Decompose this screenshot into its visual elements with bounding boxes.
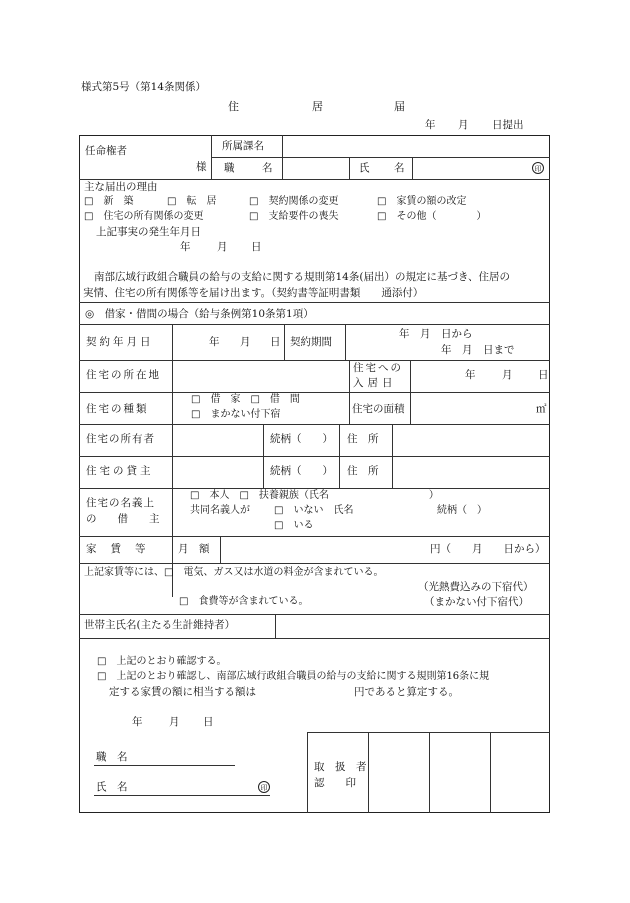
form-title-2: 居 (312, 100, 323, 113)
submit-day: 日提出 (492, 119, 524, 131)
nominee-co-none[interactable]: □ いない 氏名 (274, 505, 354, 516)
post-value[interactable] (284, 159, 347, 177)
address-value[interactable] (174, 362, 347, 390)
reason-other[interactable]: □ その他（ ） (377, 211, 487, 222)
rent-label: 家賃等 (86, 543, 160, 555)
submit-year: 年 (425, 119, 436, 131)
form-number: 様式第5号（第14条関係） (81, 81, 207, 93)
rent-monthly: 月 額 (178, 543, 210, 555)
confirm-month: 月 (169, 716, 180, 728)
area-unit: ㎡ (536, 403, 547, 415)
contract-year: 年 (209, 336, 220, 348)
statement-line-1: 南部広域行政組合職員の給与の支給に関する規則第14条(届出）の規定に基づき、住居の (94, 271, 511, 283)
house-type-rent[interactable]: □ 借 家 □ 借 間 (191, 394, 300, 405)
area-label: 住宅の面積 (352, 403, 405, 415)
confirm-day: 日 (203, 716, 214, 728)
utility-note: （光熱費込みの下宿代） (418, 581, 534, 593)
nominee-co-exists[interactable]: □ いる (274, 520, 314, 531)
meal-note: （まかない付下宿代） (424, 596, 529, 608)
dept-value[interactable] (284, 137, 546, 155)
handler-stamp-box-3[interactable] (491, 733, 549, 812)
confirm-year: 年 (132, 716, 143, 728)
house-type-boarding[interactable]: □ まかない付下宿 (191, 409, 281, 420)
confirm-option-1[interactable]: □ 上記のとおり確認する。 (97, 656, 227, 667)
reason-rent-revision[interactable]: □ 家賃の額の改定 (377, 196, 467, 207)
owner-relation: 続柄（ ） (270, 433, 333, 445)
nominee-co-label: 共同名義人が (190, 505, 250, 516)
movein-label-2: 入居日 (353, 377, 397, 389)
seal-mark: 印 (532, 162, 544, 174)
confirm-option-2-b: 定する家賃の額に相当する額は (109, 686, 256, 698)
rent-tail: 円（ 月 日から） (430, 543, 546, 555)
appointer-honorific: 様 (196, 161, 207, 173)
movein-day: 日 (538, 369, 549, 381)
confirm-option-2-c: 円であると算定する。 (354, 686, 459, 698)
movein-month: 月 (502, 369, 513, 381)
utility-included[interactable]: 上記家賃等には、□ 電気、ガス又は水道の料金が含まれている。 (84, 567, 384, 578)
appointer-label: 任命権者 (85, 145, 127, 157)
nominee-self-dependent[interactable]: □ 本人 □ 扶養親族（氏名 ） (190, 490, 439, 501)
form-title-3: 届 (394, 100, 405, 113)
owner-residence: 住 所 (347, 433, 379, 445)
name-label-2: 名 (394, 162, 405, 174)
contract-day: 日 (270, 336, 281, 348)
period-to: 年 月 日まで (441, 344, 515, 356)
confirm-name-label: 氏 名 (96, 781, 128, 793)
name-value[interactable] (414, 159, 529, 177)
occurrence-date-label: 上記事実の発生年月日 (96, 226, 201, 238)
submit-month: 月 (458, 119, 469, 131)
lender-residence: 住 所 (347, 465, 379, 477)
handler-stamp-box-1[interactable] (369, 733, 428, 812)
nominee-label-1: 住宅の名義上 (86, 497, 155, 509)
movein-label-1: 住宅への (353, 362, 403, 374)
reason-move[interactable]: □ 転 居 (167, 196, 217, 207)
householder-label: 世帯主氏名(主たる生計維持者） (84, 619, 236, 631)
contract-date-label: 契約年月日 (86, 336, 154, 348)
confirm-seal: 印 (258, 781, 270, 793)
nominee-co-relation: 続柄（ ） (437, 505, 487, 516)
reason-heading: 主な届出の理由 (84, 181, 158, 193)
occurrence-year: 年 (180, 241, 191, 253)
movein-year: 年 (465, 369, 476, 381)
contract-month: 月 (240, 336, 251, 348)
meal-included[interactable]: □ 食費等が含まれている。 (179, 596, 309, 607)
reason-loss-eligibility[interactable]: □ 支給要件の喪失 (249, 211, 339, 222)
occurrence-month: 月 (217, 241, 228, 253)
post-label-1: 職 (224, 162, 235, 174)
dept-label: 所属課名 (222, 140, 264, 152)
owner-label: 住宅の所有者 (86, 433, 155, 445)
householder-value[interactable] (277, 616, 547, 636)
form-title-1: 住 (228, 100, 239, 113)
handler-label-2: 認 印 (314, 777, 356, 789)
occurrence-day: 日 (251, 241, 262, 253)
contract-period-label: 契約期間 (290, 336, 332, 348)
lease-heading: ◎ 借家・借間の場合（給与条例第10条第1項） (85, 308, 314, 320)
confirm-post-label: 職 名 (96, 751, 128, 763)
lender-label: 住宅の貸主 (86, 465, 154, 477)
confirm-option-2[interactable]: □ 上記のとおり確認し、南部広域行政組合職員の給与の支給に関する規則第16条に規 (97, 671, 490, 682)
post-label-2: 名 (262, 162, 273, 174)
reason-ownership-change[interactable]: □ 住宅の所有関係の変更 (84, 211, 204, 222)
name-label-1: 氏 (359, 162, 370, 174)
house-type-label: 住宅の種類 (86, 403, 149, 415)
reason-contract-change[interactable]: □ 契約関係の変更 (249, 196, 339, 207)
address-label: 住宅の所在地 (86, 369, 161, 381)
handler-label-1: 取 扱 者 (314, 761, 367, 773)
period-from: 年 月 日から (399, 328, 473, 340)
handler-stamp-box-2[interactable] (430, 733, 489, 812)
statement-line-2: 実情、住宅の所有関係等を届け出ます。（契約書等証明書類 通添付） (83, 287, 424, 299)
lender-relation: 続柄（ ） (270, 465, 333, 477)
reason-new-build[interactable]: □ 新 築 (84, 196, 134, 207)
nominee-label-2: の 借 主 (86, 513, 160, 525)
